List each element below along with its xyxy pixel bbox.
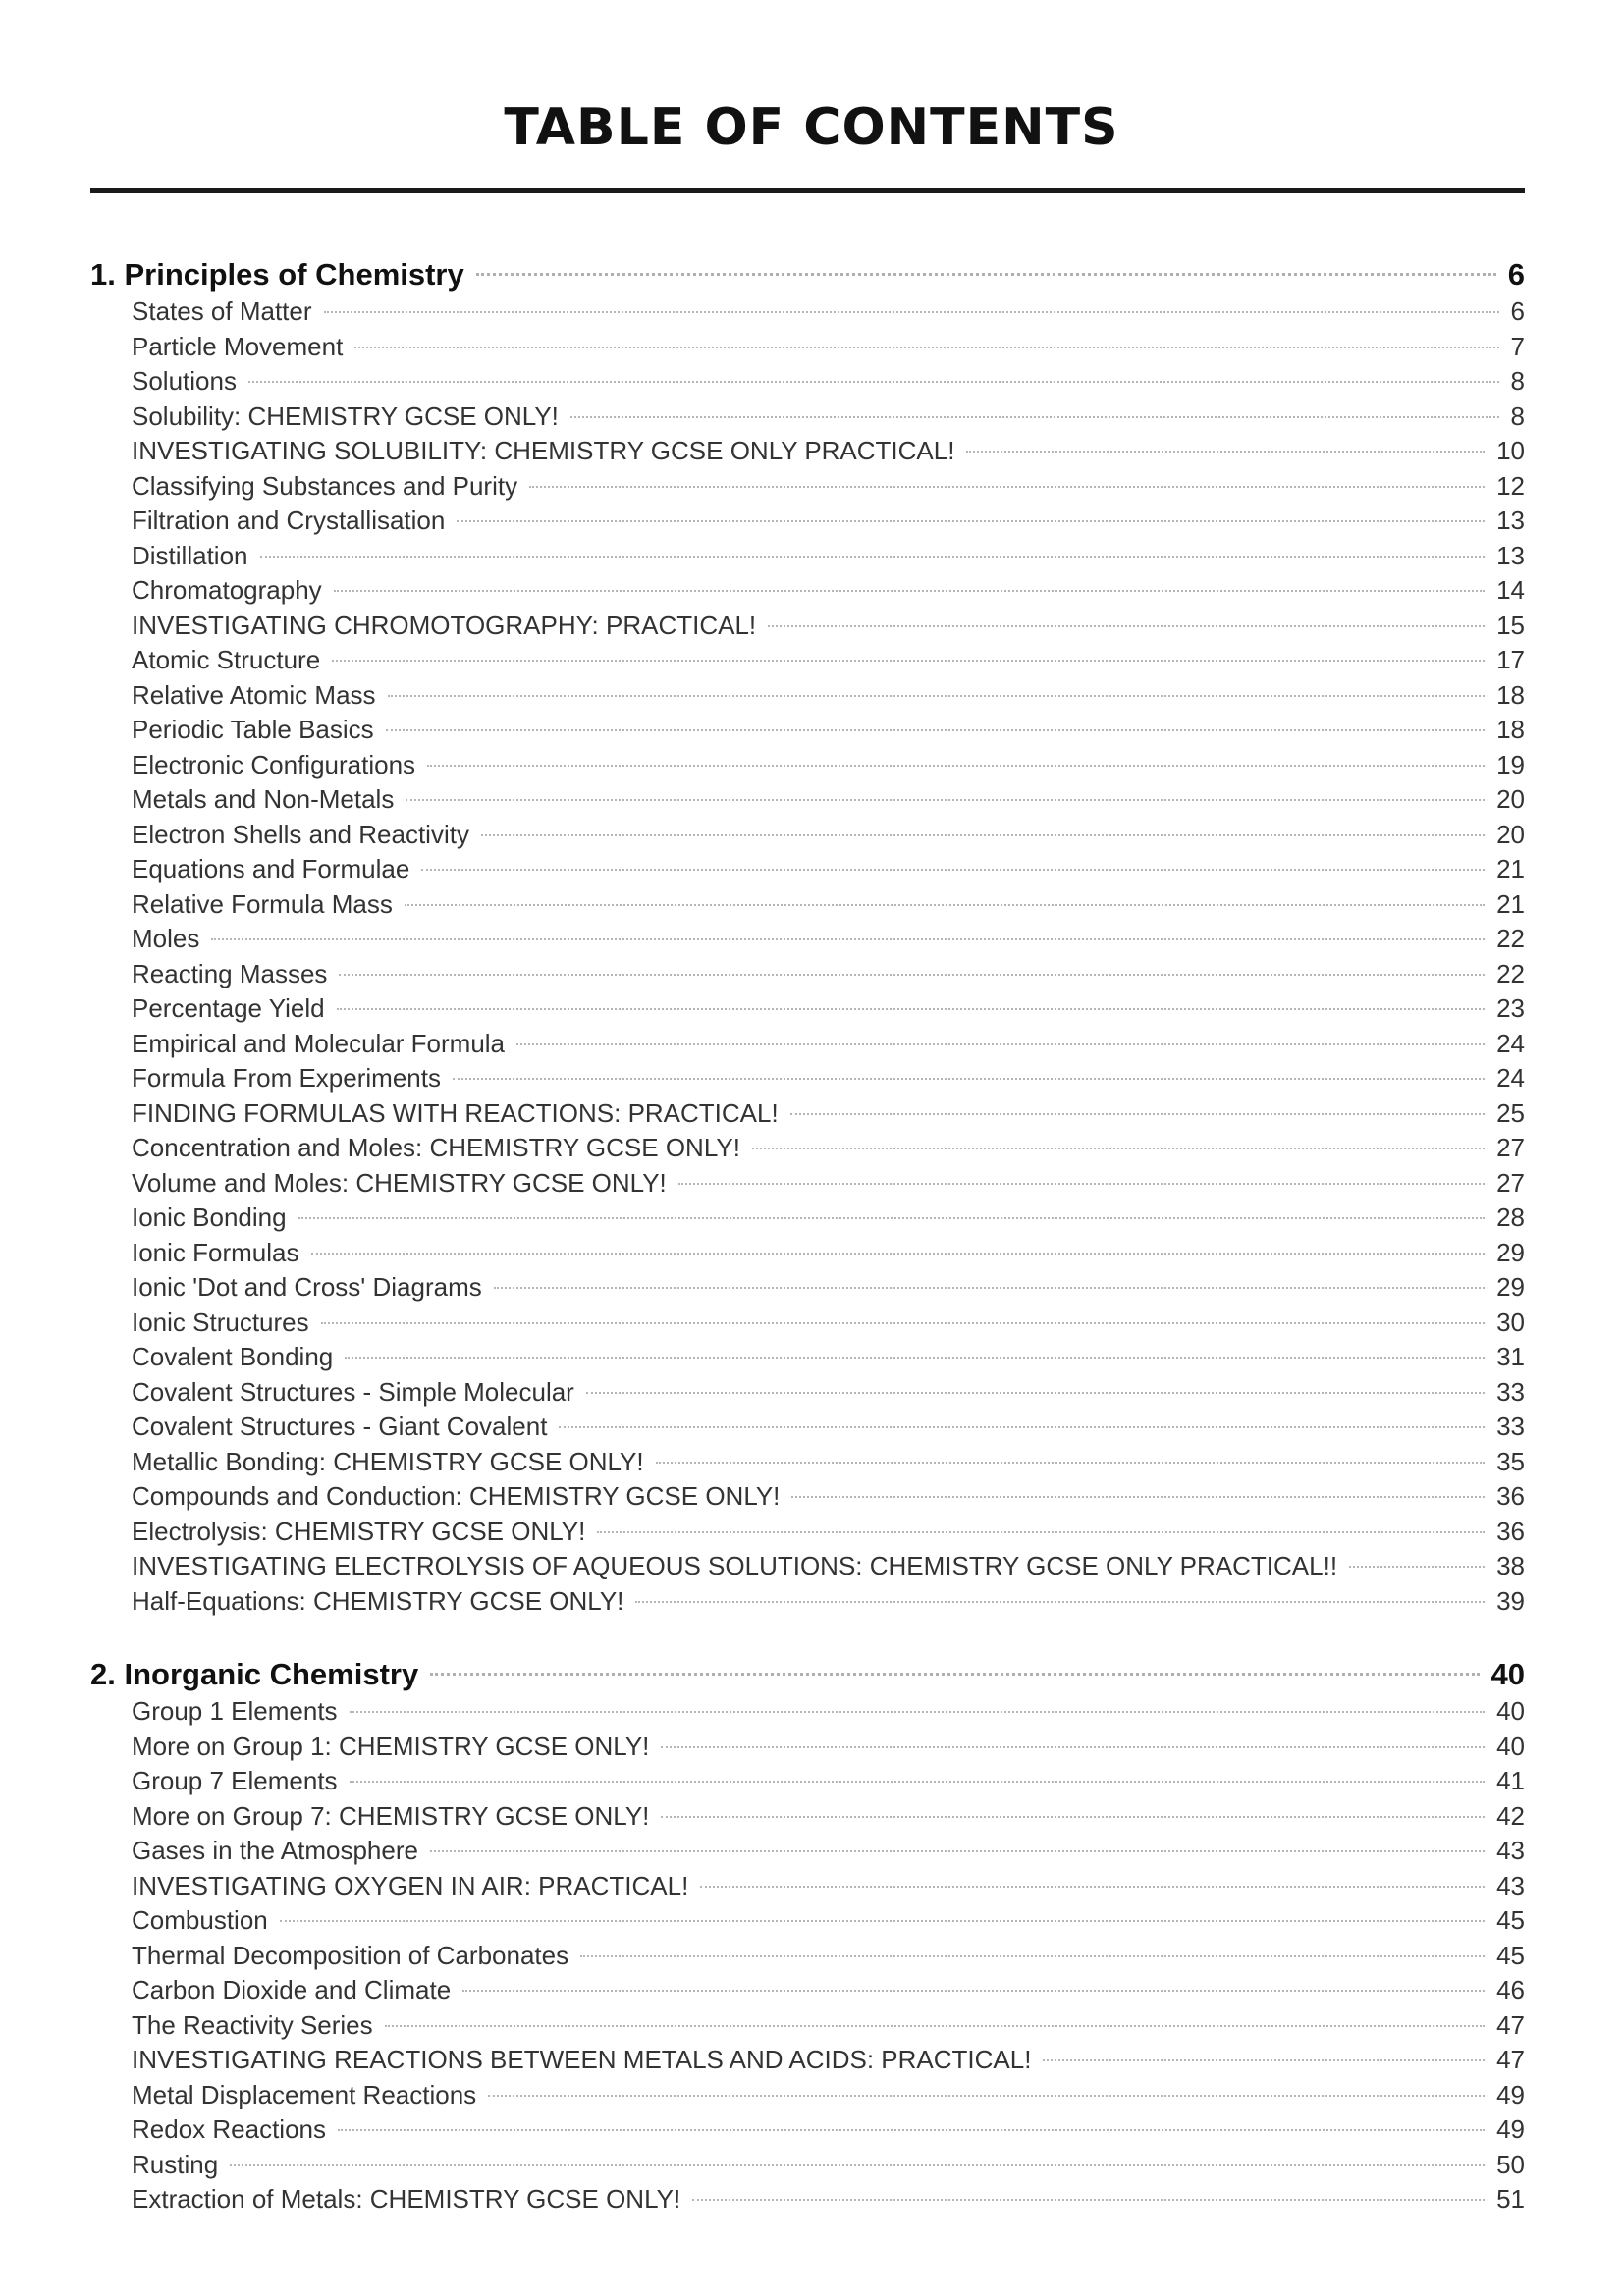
toc-entry[interactable] xyxy=(132,1732,1525,1764)
entry-title: Metal Displacement Reactions xyxy=(132,2079,477,2109)
dot-leader xyxy=(476,273,1496,276)
toc-entry[interactable] xyxy=(132,1801,1525,1834)
page-number: 40 xyxy=(1490,1657,1525,1691)
dot-leader xyxy=(430,1673,1479,1676)
page-number: 38 xyxy=(1496,1551,1525,1580)
toc-entry[interactable] xyxy=(132,1447,1525,1479)
toc-entry[interactable] xyxy=(132,1168,1525,1201)
toc-entry[interactable] xyxy=(132,296,1525,329)
entry-title: Filtration and Crystallisation xyxy=(132,506,446,535)
toc-entry[interactable] xyxy=(132,332,1525,364)
dot-leader xyxy=(768,625,1485,627)
toc-entry[interactable] xyxy=(132,1551,1525,1583)
page-number: 22 xyxy=(1496,958,1525,988)
dot-leader xyxy=(559,1426,1485,1428)
page-number: 30 xyxy=(1496,1307,1525,1337)
entry-title: Particle Movement xyxy=(132,331,344,361)
toc-entry[interactable] xyxy=(132,1481,1525,1514)
dot-leader xyxy=(661,1816,1485,1818)
toc-entry[interactable] xyxy=(132,1098,1525,1131)
page-number: 43 xyxy=(1496,1836,1525,1865)
page-number: 31 xyxy=(1496,1342,1525,1371)
toc-entry[interactable] xyxy=(132,1836,1525,1868)
entry-title: More on Group 1: CHEMISTRY GCSE ONLY! xyxy=(132,1731,650,1761)
toc-entry[interactable] xyxy=(132,820,1525,852)
entry-title: Relative Formula Mass xyxy=(132,888,393,919)
toc-entry[interactable] xyxy=(132,2010,1525,2043)
page-number: 22 xyxy=(1496,924,1525,953)
page-number: 40 xyxy=(1496,1696,1525,1726)
page-number: 6 xyxy=(1507,257,1525,292)
page-number: 27 xyxy=(1496,1133,1525,1162)
page-number: 27 xyxy=(1496,1167,1525,1198)
page-number: 33 xyxy=(1496,1376,1525,1407)
toc-entry[interactable] xyxy=(132,1975,1525,2007)
dot-leader xyxy=(1043,2059,1485,2061)
entry-title: Ionic Structures xyxy=(132,1307,309,1337)
dot-leader xyxy=(791,1496,1485,1498)
entry-title: Covalent Structures - Simple Molecular xyxy=(132,1376,574,1407)
dot-leader xyxy=(790,1113,1485,1115)
entry-title: INVESTIGATING ELECTROLYSIS OF AQUEOUS SOLUTIONS: CHEMISTRY GCSE ONLY PRACTICAL!! xyxy=(132,1551,1338,1580)
page-number: 29 xyxy=(1496,1237,1525,1267)
dot-leader xyxy=(661,1746,1485,1748)
dot-leader xyxy=(586,1392,1485,1394)
dot-leader xyxy=(298,1217,1486,1219)
dot-leader xyxy=(570,416,1499,418)
page-number: 23 xyxy=(1496,993,1525,1023)
entry-title: Percentage Yield xyxy=(132,993,325,1023)
toc-entry[interactable] xyxy=(132,575,1525,608)
dot-leader xyxy=(321,1322,1485,1324)
entry-title: Solutions xyxy=(132,366,237,396)
entry-title: Half-Equations: CHEMISTRY GCSE ONLY! xyxy=(132,1585,624,1616)
page-number: 20 xyxy=(1496,819,1525,849)
page-number: 15 xyxy=(1496,610,1525,640)
dot-leader xyxy=(580,1955,1485,1957)
dot-leader xyxy=(635,1601,1485,1603)
entry-title: Periodic Table Basics xyxy=(132,715,374,744)
toc-entry[interactable] xyxy=(132,2045,1525,2077)
page-number: 24 xyxy=(1496,1028,1525,1058)
page-number: 47 xyxy=(1496,2009,1525,2040)
toc-entry[interactable] xyxy=(132,1308,1525,1340)
toc-entry[interactable] xyxy=(132,784,1525,817)
dot-leader xyxy=(421,869,1485,871)
page-number: 45 xyxy=(1496,1905,1525,1935)
dot-leader xyxy=(334,590,1485,592)
toc-entry[interactable] xyxy=(132,1517,1525,1549)
page-number: 47 xyxy=(1496,2045,1525,2074)
page-number: 45 xyxy=(1496,1940,1525,1970)
entry-title: INVESTIGATING REACTIONS BETWEEN METALS AND ACIDS: PRACTICAL! xyxy=(132,2045,1032,2074)
page-number: 12 xyxy=(1496,470,1525,501)
page-number: 19 xyxy=(1496,749,1525,779)
page-number: 41 xyxy=(1496,1766,1525,1795)
toc-entry[interactable] xyxy=(132,1905,1525,1938)
dot-leader xyxy=(427,765,1485,767)
entry-title: Relative Atomic Mass xyxy=(132,679,376,710)
page-number: 14 xyxy=(1496,575,1525,605)
toc-entry[interactable] xyxy=(132,1202,1525,1235)
page-number: 13 xyxy=(1496,506,1525,535)
entry-title: Metals and Non-Metals xyxy=(132,784,395,814)
toc-entry[interactable] xyxy=(132,2184,1525,2216)
page-number: 6 xyxy=(1510,296,1525,326)
toc-entry[interactable] xyxy=(132,2150,1525,2182)
dot-leader xyxy=(230,2164,1485,2166)
toc-entry[interactable] xyxy=(132,645,1525,677)
dot-leader xyxy=(280,1920,1485,1922)
toc-entry[interactable] xyxy=(132,1871,1525,1903)
toc-entry[interactable] xyxy=(132,1586,1525,1619)
dot-leader xyxy=(462,1990,1485,1992)
toc-entry[interactable] xyxy=(132,680,1525,713)
dot-leader xyxy=(453,1078,1485,1080)
toc-entry[interactable] xyxy=(132,854,1525,886)
toc-entry[interactable] xyxy=(132,1238,1525,1270)
entry-title: Concentration and Moles: CHEMISTRY GCSE ONLY! xyxy=(132,1133,740,1162)
dot-leader xyxy=(457,520,1485,522)
toc-entry[interactable] xyxy=(132,2114,1525,2147)
entry-title: Redox Reactions xyxy=(132,2114,326,2144)
entry-title: The Reactivity Series xyxy=(132,2009,373,2040)
entry-title: Carbon Dioxide and Climate xyxy=(132,1975,452,2004)
dot-leader xyxy=(966,451,1485,453)
dot-leader xyxy=(311,1253,1486,1255)
entry-title: Electrolysis: CHEMISTRY GCSE ONLY! xyxy=(132,1516,586,1546)
dot-leader xyxy=(656,1462,1485,1464)
dot-leader xyxy=(248,381,1499,383)
toc-entry[interactable] xyxy=(132,993,1525,1026)
page-number: 51 xyxy=(1496,2184,1525,2214)
toc-entry[interactable] xyxy=(132,611,1525,643)
dot-leader xyxy=(345,1357,1485,1359)
page-title: TABLE OF CONTENTS xyxy=(504,98,1119,157)
entry-title: Metallic Bonding: CHEMISTRY GCSE ONLY! xyxy=(132,1446,644,1476)
dot-leader xyxy=(354,347,1498,348)
entry-title: Solubility: CHEMISTRY GCSE ONLY! xyxy=(132,400,559,431)
dot-leader xyxy=(597,1531,1485,1533)
entry-title: Electronic Configurations xyxy=(132,749,416,779)
section-title: 1. Principles of Chemistry xyxy=(90,257,464,292)
toc-entry[interactable] xyxy=(132,436,1525,468)
dot-leader xyxy=(481,834,1485,836)
dot-leader xyxy=(260,556,1486,558)
page-number: 25 xyxy=(1496,1097,1525,1128)
entry-title: Gases in the Atmosphere xyxy=(132,1836,418,1865)
page-number: 21 xyxy=(1496,888,1525,919)
page-number: 35 xyxy=(1496,1446,1525,1476)
page-number: 42 xyxy=(1496,1800,1525,1831)
dot-leader xyxy=(752,1148,1485,1149)
toc-entry[interactable] xyxy=(132,1133,1525,1165)
entry-title: Covalent Bonding xyxy=(132,1342,334,1371)
entry-title: Equations and Formulae xyxy=(132,854,410,883)
page-number: 8 xyxy=(1510,366,1525,396)
page-number: 18 xyxy=(1496,679,1525,710)
entry-title: Rusting xyxy=(132,2149,219,2179)
toc-entry[interactable] xyxy=(132,1941,1525,1973)
entry-title: INVESTIGATING CHROMOTOGRAPHY: PRACTICAL! xyxy=(132,610,757,640)
page-number: 43 xyxy=(1496,1870,1525,1900)
dot-leader xyxy=(406,799,1485,801)
entry-title: More on Group 7: CHEMISTRY GCSE ONLY! xyxy=(132,1800,650,1831)
dot-leader xyxy=(324,311,1499,313)
page-number: 18 xyxy=(1496,715,1525,744)
toc-entry[interactable] xyxy=(132,2080,1525,2112)
page-number: 36 xyxy=(1496,1481,1525,1511)
dot-leader xyxy=(350,1711,1486,1713)
dot-leader xyxy=(405,904,1485,906)
page-number: 40 xyxy=(1496,1731,1525,1761)
page-number: 49 xyxy=(1496,2079,1525,2109)
entry-title: Classifying Substances and Purity xyxy=(132,470,518,501)
toc-section-heading[interactable] xyxy=(90,257,1525,294)
entry-title: Formula From Experiments xyxy=(132,1063,441,1093)
toc-entry[interactable] xyxy=(132,1063,1525,1095)
dot-leader xyxy=(337,1008,1485,1010)
page-number: 39 xyxy=(1496,1585,1525,1616)
dot-leader xyxy=(386,729,1485,731)
page-number: 20 xyxy=(1496,784,1525,814)
toc-entry[interactable] xyxy=(132,715,1525,747)
page-number: 29 xyxy=(1496,1272,1525,1302)
entry-title: Electron Shells and Reactivity xyxy=(132,819,469,849)
page-number: 36 xyxy=(1496,1516,1525,1546)
page-number: 17 xyxy=(1496,645,1525,674)
entry-title: Chromatography xyxy=(132,575,322,605)
entry-title: Ionic Formulas xyxy=(132,1237,299,1267)
dot-leader xyxy=(211,938,1485,940)
toc-entry[interactable] xyxy=(132,959,1525,991)
entry-title: Atomic Structure xyxy=(132,645,321,674)
toc-entry[interactable] xyxy=(132,1766,1525,1798)
page-number: 13 xyxy=(1496,540,1525,570)
dot-leader xyxy=(339,974,1485,976)
page-number: 7 xyxy=(1510,331,1525,361)
toc-entry[interactable] xyxy=(132,1272,1525,1305)
entry-title: Ionic 'Dot and Cross' Diagrams xyxy=(132,1272,482,1302)
dot-leader xyxy=(700,1886,1485,1888)
dot-leader xyxy=(430,1850,1485,1852)
page-number: 49 xyxy=(1496,2114,1525,2144)
page-number: 8 xyxy=(1510,400,1525,431)
entry-title: Covalent Structures - Giant Covalent xyxy=(132,1412,548,1441)
dot-leader xyxy=(350,1781,1486,1783)
toc-entry[interactable] xyxy=(132,1342,1525,1374)
dot-leader xyxy=(488,2095,1485,2097)
toc-entry[interactable] xyxy=(132,541,1525,573)
page-number: 33 xyxy=(1496,1412,1525,1441)
page-number: 28 xyxy=(1496,1202,1525,1232)
entry-title: States of Matter xyxy=(132,296,312,326)
toc-entry[interactable] xyxy=(132,471,1525,504)
entry-title: Group 7 Elements xyxy=(132,1766,338,1795)
dot-leader xyxy=(332,660,1485,662)
page-number: 10 xyxy=(1496,436,1525,465)
dot-leader xyxy=(338,2129,1485,2131)
entry-title: Thermal Decomposition of Carbonates xyxy=(132,1940,569,1970)
dot-leader xyxy=(678,1183,1485,1185)
page-number: 21 xyxy=(1496,854,1525,883)
toc-entry[interactable] xyxy=(132,889,1525,922)
toc-entry[interactable] xyxy=(132,924,1525,956)
entry-title: Ionic Bonding xyxy=(132,1202,287,1232)
page-number: 24 xyxy=(1496,1063,1525,1093)
toc-entry[interactable] xyxy=(132,1696,1525,1729)
entry-title: INVESTIGATING OXYGEN IN AIR: PRACTICAL! xyxy=(132,1870,689,1900)
toc-entry[interactable] xyxy=(132,366,1525,399)
entry-title: INVESTIGATING SOLUBILITY: CHEMISTRY GCSE ONLY PRACTICAL! xyxy=(132,436,955,465)
entry-title: Extraction of Metals: CHEMISTRY GCSE ONLY! xyxy=(132,2184,681,2214)
dot-leader xyxy=(494,1287,1485,1289)
page-number: 46 xyxy=(1496,1975,1525,2004)
entry-title: Compounds and Conduction: CHEMISTRY GCSE ONLY! xyxy=(132,1481,781,1511)
entry-title: Moles xyxy=(132,924,200,953)
entry-title: FINDING FORMULAS WITH REACTIONS: PRACTICAL! xyxy=(132,1097,779,1128)
toc-entry[interactable] xyxy=(132,750,1525,782)
toc-section-heading[interactable] xyxy=(90,1657,1525,1694)
section-title: 2. Inorganic Chemistry xyxy=(90,1657,419,1691)
entry-title: Group 1 Elements xyxy=(132,1696,338,1726)
dot-leader xyxy=(529,486,1485,488)
toc-entry[interactable] xyxy=(132,401,1525,434)
toc-entry[interactable] xyxy=(132,506,1525,538)
entry-title: Distillation xyxy=(132,540,248,570)
entry-title: Combustion xyxy=(132,1905,268,1935)
page-number: 50 xyxy=(1496,2149,1525,2179)
entry-title: Volume and Moles: CHEMISTRY GCSE ONLY! xyxy=(132,1167,667,1198)
toc-entry[interactable] xyxy=(132,1412,1525,1444)
dot-leader xyxy=(1349,1566,1485,1568)
entry-title: Reacting Masses xyxy=(132,958,328,988)
dot-leader xyxy=(516,1043,1485,1045)
entry-title: Empirical and Molecular Formula xyxy=(132,1028,506,1058)
dot-leader xyxy=(692,2199,1485,2201)
dot-leader xyxy=(388,695,1486,697)
toc-entry[interactable] xyxy=(132,1377,1525,1410)
toc-entry[interactable] xyxy=(132,1029,1525,1061)
dot-leader xyxy=(385,2025,1485,2027)
